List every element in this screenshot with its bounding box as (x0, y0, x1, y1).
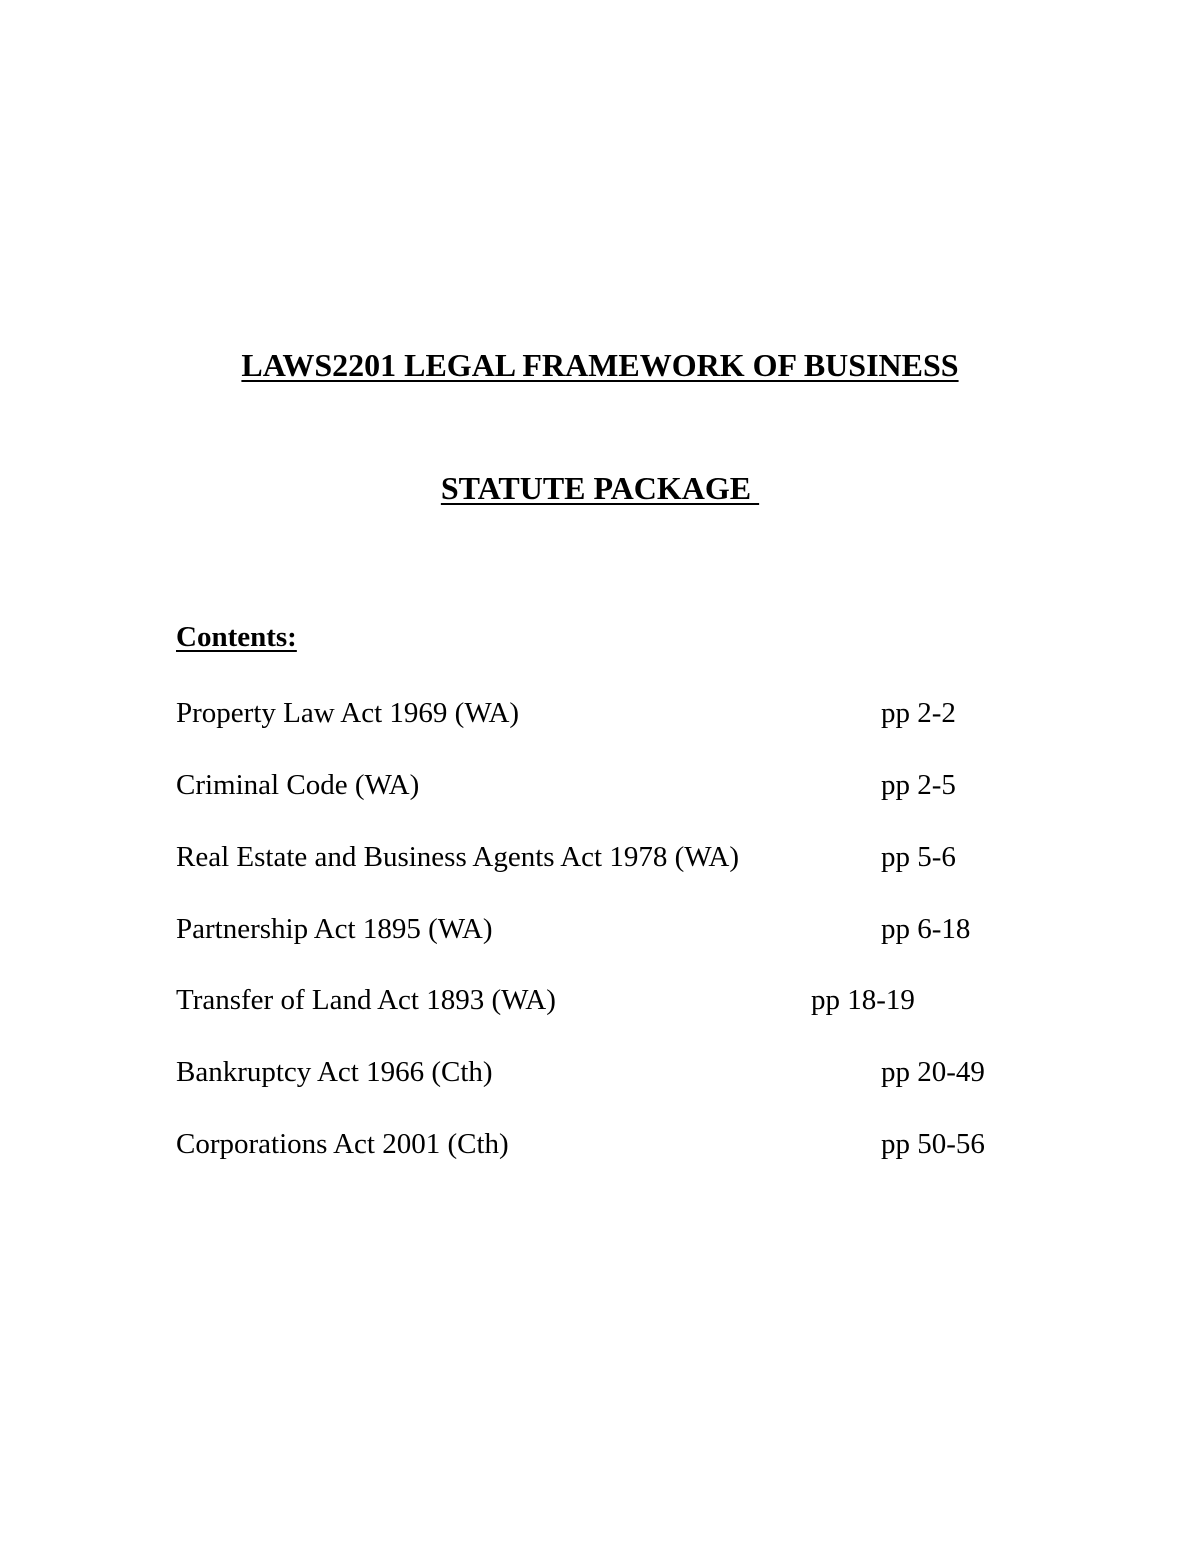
contents-entry-pages: pp 2-2 (881, 697, 956, 729)
contents-entry-title: Transfer of Land Act 1893 (WA) (176, 984, 556, 1016)
contents-entry (0, 765, 1200, 805)
contents-entry (0, 1124, 1200, 1164)
contents-entry (0, 837, 1200, 877)
contents-entry-title: Corporations Act 2001 (Cth) (176, 1128, 509, 1160)
document-subtitle: STATUTE PACKAGE (440, 470, 760, 506)
contents-entry-pages: pp 50-56 (881, 1128, 985, 1160)
contents-entry-pages: pp 20-49 (881, 1056, 985, 1088)
contents-heading: Contents: (176, 621, 297, 653)
contents-entry-title: Criminal Code (WA) (176, 769, 420, 801)
document-title: LAWS2201 LEGAL FRAMEWORK OF BUSINESS (241, 347, 959, 383)
contents-entry-pages: pp 2-5 (881, 769, 956, 801)
contents-entry-title: Bankruptcy Act 1966 (Cth) (176, 1056, 493, 1088)
contents-entry-pages: pp 18-19 (811, 984, 915, 1016)
contents-entry-title: Real Estate and Business Agents Act 1978 (WA) (176, 841, 739, 873)
contents-entry (0, 980, 1200, 1020)
contents-entry-title: Partnership Act 1895 (WA) (176, 913, 493, 945)
contents-entry-pages: pp 6-18 (881, 913, 971, 945)
contents-entry (0, 1052, 1200, 1092)
contents-entry (0, 693, 1200, 733)
contents-entry-pages: pp 5-6 (881, 841, 956, 873)
contents-entry-title: Property Law Act 1969 (WA) (176, 697, 520, 729)
contents-entry (0, 909, 1200, 949)
